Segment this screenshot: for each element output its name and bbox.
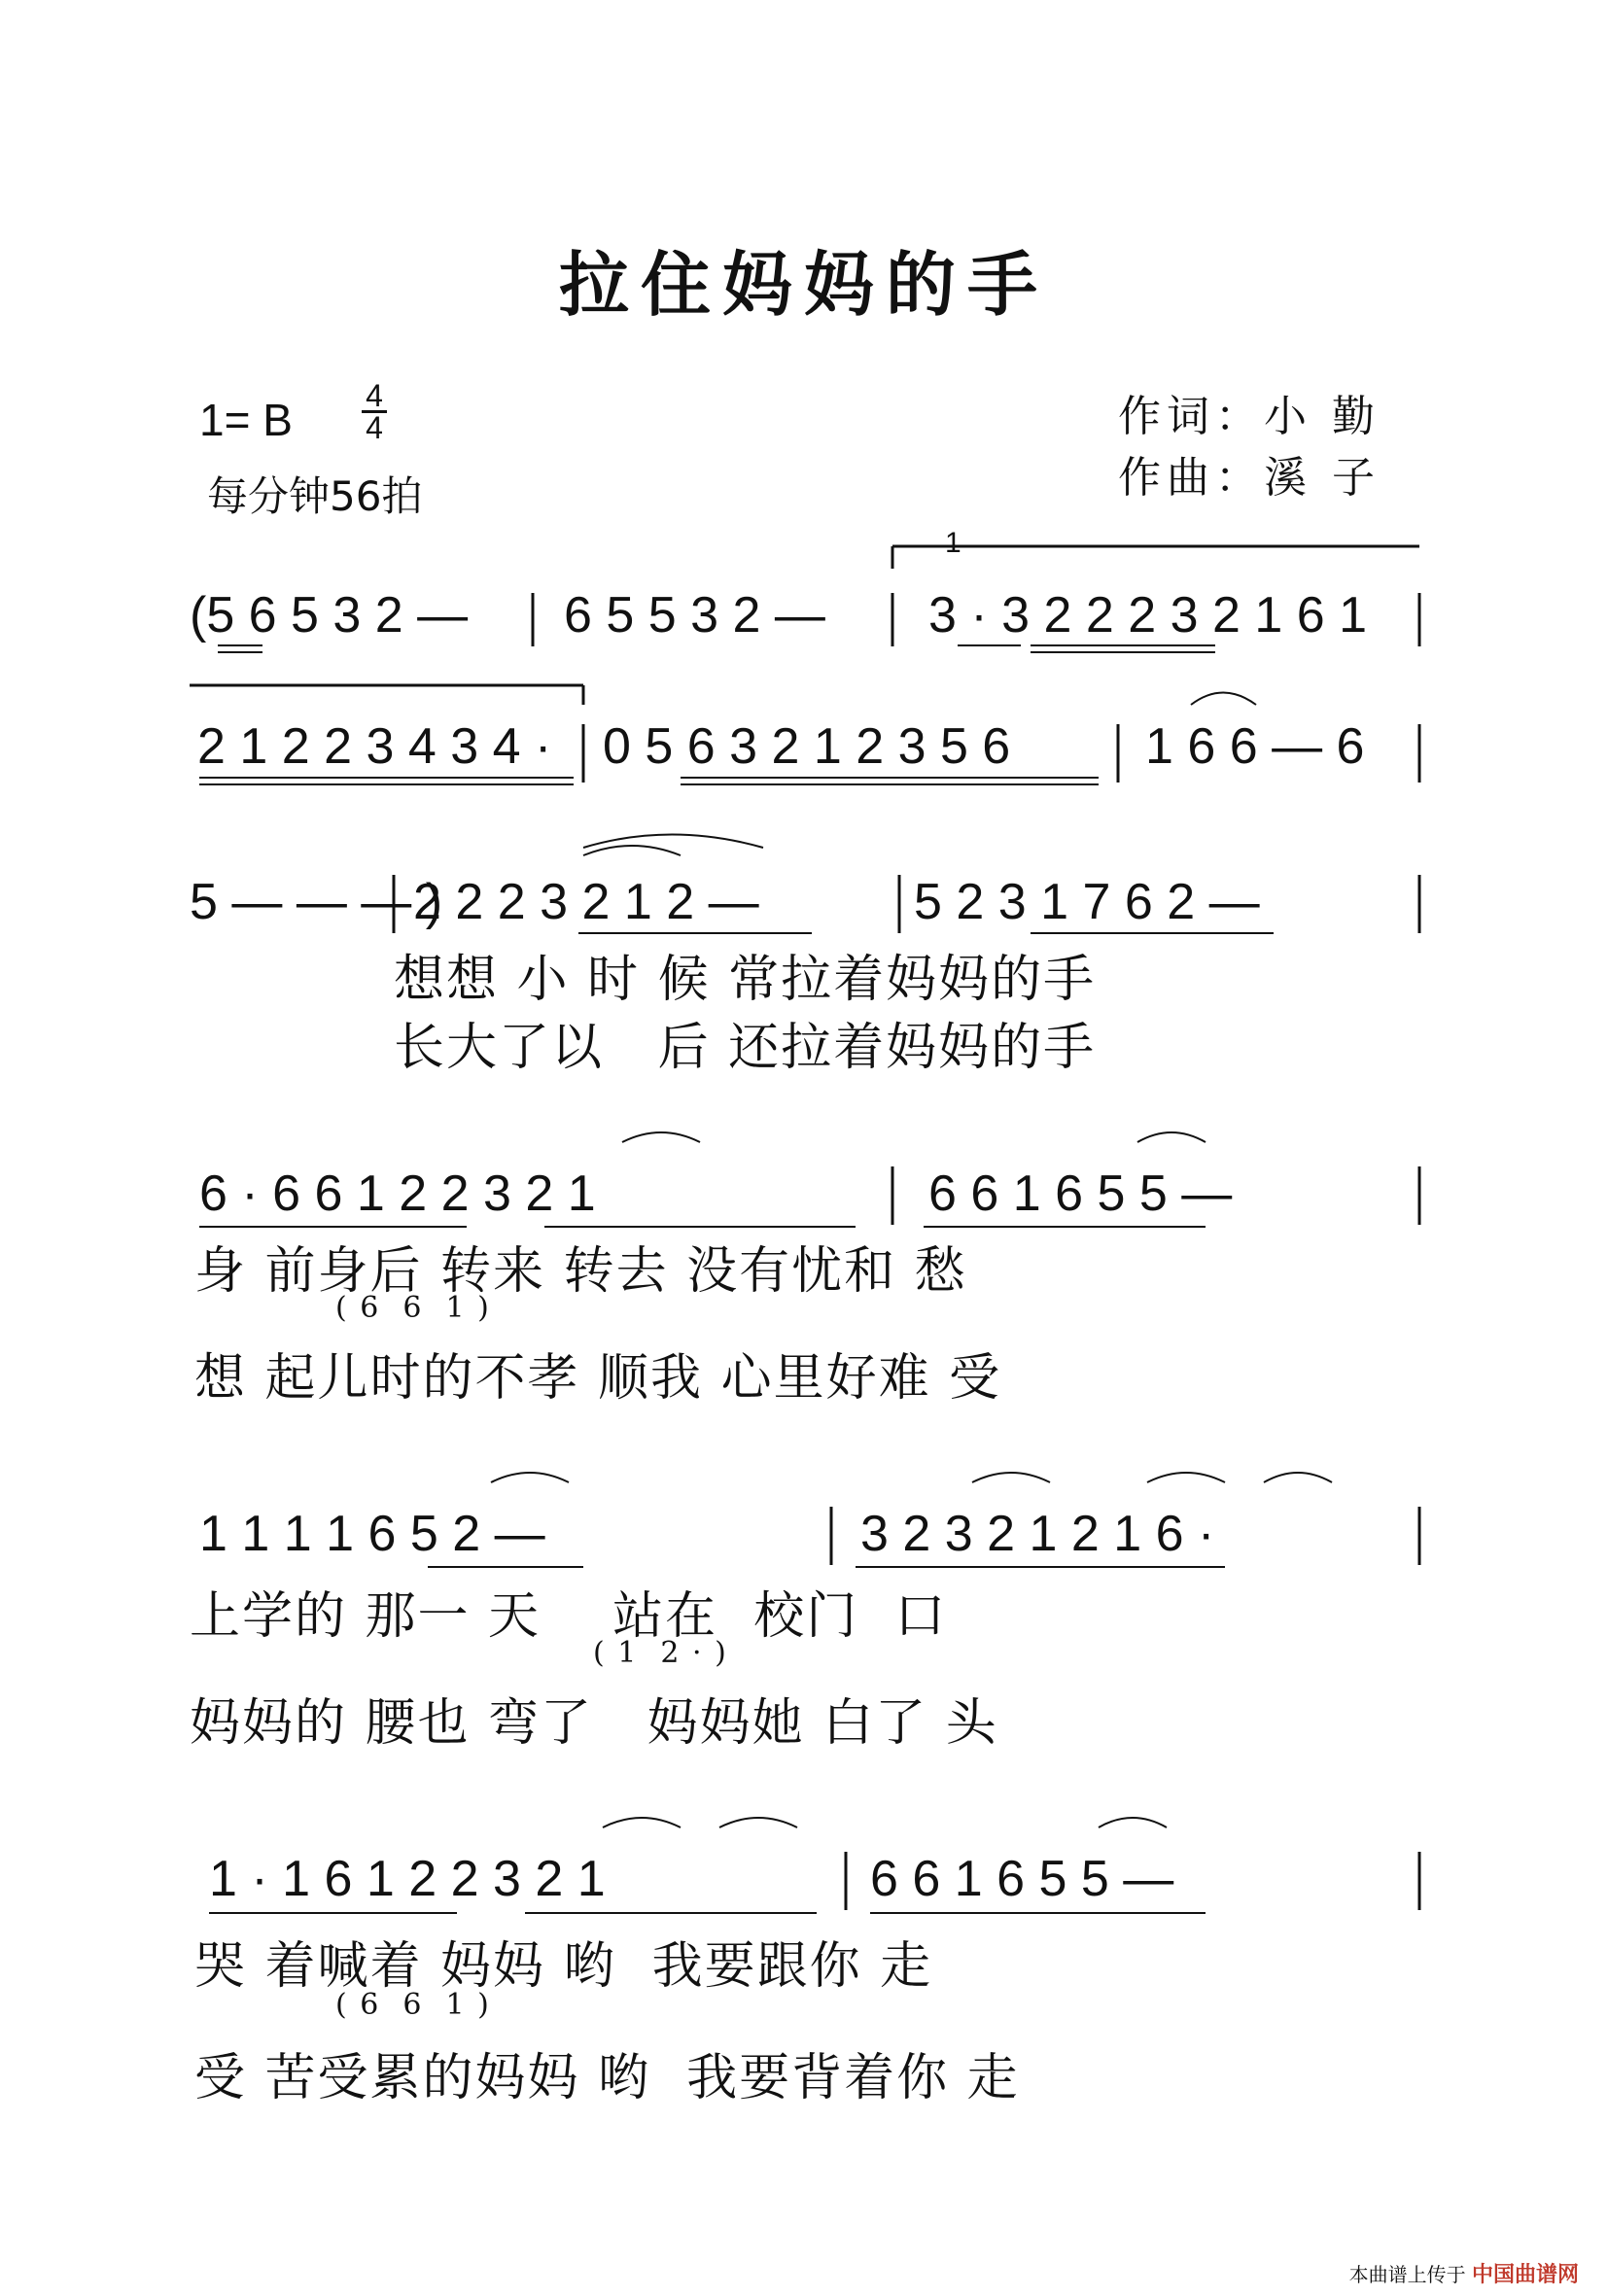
note-text: 5 — — — ) [190, 874, 443, 930]
note-text: 2 2 2 3 2 1 2 — [413, 874, 759, 930]
composer-credit: 作曲：溪 子 [1118, 453, 1381, 503]
note-text: 1 · 1 6 1 2 2 3 2 1 [209, 1851, 606, 1907]
tempo-marking: 每分钟56拍 [207, 472, 423, 520]
time-signature: 4 4 [362, 381, 387, 442]
lyricist-credit: 作词：小 勤 [1118, 392, 1381, 441]
lyric-row4-verse2: 想 起儿时的不孝 顺我 心里好难 受 [194, 1349, 1002, 1408]
score-row-2 [190, 685, 1419, 784]
note-text: 3 · 3 2 2 2 3 2 1 6 1 [928, 587, 1367, 644]
note-text: 6 6 1 6 5 5 — [928, 1165, 1233, 1222]
score-row-5 [199, 1473, 1419, 1567]
score-row-4 [199, 1132, 1419, 1227]
score-row-6 [209, 1818, 1419, 1913]
lyric-row5-verse2: 妈妈的 腰也 弯了 妈妈她 白了 头 [190, 1694, 998, 1753]
lyric-row4-verse1: 身 前身后 转来 转去 没有忧和 愁 [194, 1242, 967, 1301]
note-text: 3 2 3 2 1 2 1 6 · [860, 1506, 1215, 1562]
lyric-row5-verse1: 上学的 那一 天 站在 校门 口 [190, 1587, 948, 1646]
note-text: 1 1 1 1 6 5 2 — [199, 1506, 545, 1562]
alt-notes-row6: ( 6 6 1 ) [335, 1988, 491, 2022]
note-text: 6 5 5 3 2 — [564, 587, 825, 644]
note-text: (5 6 5 3 2 — [190, 587, 469, 644]
note-text: 5 2 3 1 7 6 2 — [914, 874, 1260, 930]
lyric-row6-verse2: 受 苦受累的妈妈 哟 我要背着你 走 [194, 2049, 1020, 2107]
lyric-row3-verse1: 想想 小 时 候 常拉着妈妈的手 [394, 951, 1097, 1009]
note-text: 1 6 6 — 6 [1145, 718, 1365, 775]
key-signature: 1= B [199, 395, 293, 445]
note-text: 2 1 2 2 3 4 3 4 · [197, 718, 552, 775]
score-row-3 [190, 835, 1419, 934]
lyric-row3-verse2: 长大了以 后 还拉着妈妈的手 [394, 1019, 1097, 1077]
footer-prefix: 本曲谱上传于 [1348, 2263, 1466, 2286]
alt-notes-row4: ( 6 6 1 ) [335, 1291, 491, 1325]
footer [1349, 2258, 1579, 2288]
volta-label: 1 [945, 527, 961, 559]
page-title: 拉住妈妈的手 [558, 243, 1049, 326]
note-text: 0 5 6 3 2 1 2 3 5 6 [603, 718, 1011, 775]
alt-notes-row5: ( 1 2 · ) [593, 1636, 728, 1670]
lyric-row6-verse1: 哭 着喊着 妈妈 哟 我要跟你 走 [194, 1937, 933, 1996]
note-text: 6 6 1 6 5 5 — [870, 1851, 1174, 1907]
footer-brand[interactable]: 中国曲谱网 [1471, 2263, 1579, 2287]
note-text: 6 · 6 6 1 2 2 3 2 1 [199, 1165, 596, 1222]
score-row-1 [190, 527, 1419, 652]
